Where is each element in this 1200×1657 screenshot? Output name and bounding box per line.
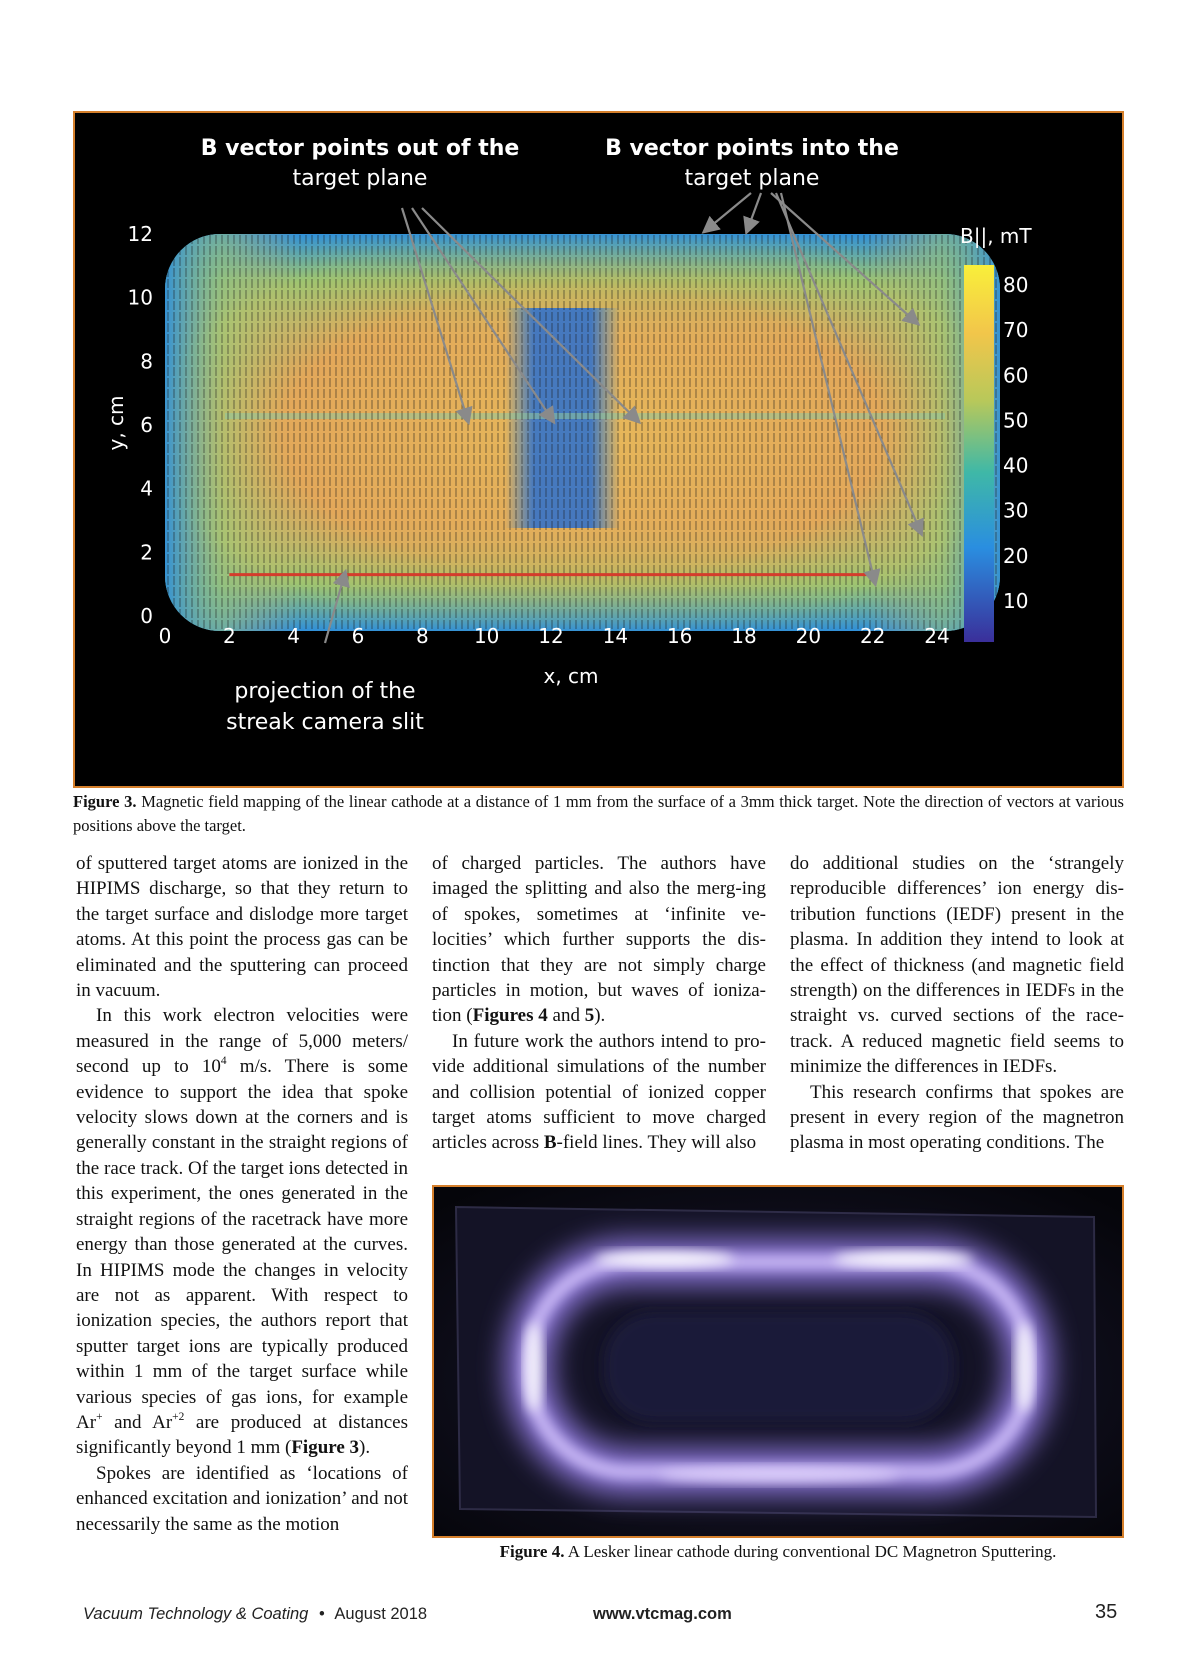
col2-p1-and: and <box>547 1005 585 1027</box>
x-tick-label: 14 <box>602 624 629 648</box>
colorbar-ticks <box>1003 273 1028 613</box>
footer-bullet: • <box>318 1605 325 1623</box>
x-tick-label: 22 <box>859 624 886 648</box>
journal-name: Vacuum Technology & Coating <box>83 1605 309 1623</box>
issue-date: August 2018 <box>334 1605 428 1623</box>
y-tick-label: 0 <box>140 604 153 628</box>
label-slit-line2: streak camera slit <box>226 710 424 735</box>
col1-p2-text-a: In this work electron velocities were measured in the range of 5,000 meters/ second up to 10 <box>76 1005 408 1078</box>
x-tick-label: 4 <box>287 624 301 648</box>
col1-paragraph-3: Spokes are identified as ‘locations of enhanced excitation and ionization’ and not necessarily the same as the motion <box>76 1462 408 1535</box>
colorbar-tick-label: 30 <box>1003 498 1029 523</box>
figure-3-caption-label: Figure 3. <box>73 792 137 811</box>
col2-paragraph-1 <box>432 851 766 1029</box>
figure-4-caption-label: Figure 4. <box>499 1542 565 1561</box>
footer-journal-date <box>83 1605 427 1624</box>
y-tick-label: 4 <box>140 476 153 501</box>
figures-4-reference: Figures 4 <box>472 1005 548 1027</box>
col1-p2-sup2: + <box>96 1410 103 1423</box>
col1-p2-sup: 4 <box>220 1055 227 1068</box>
y-tick-label: 6 <box>140 413 153 437</box>
page-number: 35 <box>1095 1601 1118 1623</box>
x-tick-label: 24 <box>924 624 950 648</box>
col1-p2-text-e: ). <box>359 1437 371 1459</box>
colorbar-tick-label: 70 <box>1003 318 1029 343</box>
col2-paragraph-2 <box>432 1029 766 1156</box>
colorbar-tick-label: 20 <box>1003 543 1029 568</box>
y-axis-label: y, cm <box>104 395 128 451</box>
colorbar-tick-label: 40 <box>1003 453 1029 478</box>
figure-3-reference: Figure 3 <box>291 1437 360 1459</box>
col2-p2-text-a: In future work the authors intend to pro-vide additional simulations of the number and collision potential of ionized copper target atoms sufficient to move charged articles across <box>432 1030 766 1154</box>
y-tick-label: 12 <box>127 222 153 246</box>
colorbar-tick-label: 60 <box>1003 363 1029 388</box>
figure-4-caption <box>432 1540 1124 1564</box>
colorbar <box>964 265 994 642</box>
colorbar-title: B||, mT <box>960 224 1032 248</box>
col1-p2-sup3: +2 <box>172 1410 185 1423</box>
label-slit-line1: projection of the <box>234 679 416 704</box>
col1-p2-text-b: m/s. There is some evidence to support the idea that spoke velocity slows down at the corners and is generally constant in the straight regions of the race track. Of the target ions detected in this experiment, the ones generated in the straight regions of the racetrack have more energy than those generated at the curves. In HIPIMS mode the changes in velocity are not as apparent. With respect to ionization species, the authors report that sputter target ions are typically produced within 1 mm of the target surface while various species of gas ions, for example Ar <box>76 1056 408 1433</box>
x-tick-label: 0 <box>158 624 172 648</box>
x-tick-label: 18 <box>731 624 757 648</box>
y-tick-label: 10 <box>127 285 153 310</box>
col1-p2-text-c: and Ar <box>102 1411 173 1433</box>
label-out-of-plane-line2: target plane <box>292 166 428 191</box>
figure-5-reference: 5 <box>584 1005 595 1027</box>
colorbar-tick-label: 10 <box>1003 589 1029 613</box>
plasma-photo <box>434 1187 1122 1536</box>
label-out-of-plane-line1: B vector points out of the <box>200 136 520 161</box>
heatmap-field <box>165 234 1000 631</box>
figure-3-caption <box>73 790 1124 838</box>
figure-4-caption-text: A Lesker linear cathode during conventional DC Magnetron Sputtering. <box>564 1542 1057 1561</box>
b-field-symbol: B <box>543 1132 557 1154</box>
y-axis-ticks <box>128 222 153 628</box>
label-into-plane-line2: target plane <box>684 166 820 191</box>
figure-3-image <box>73 111 1124 788</box>
y-tick-label: 2 <box>140 540 153 565</box>
column-2 <box>432 851 766 1156</box>
x-tick-label: 6 <box>351 624 365 648</box>
col2-p1-end: ). <box>594 1005 606 1027</box>
figure-4-image <box>432 1185 1124 1538</box>
x-tick-label: 12 <box>538 624 564 648</box>
figure-3-caption-text: Magnetic field mapping of the linear cathode at a distance of 1 mm from the surface of a 3mm thick target. Note the direction of vectors at various positions above the target. <box>73 792 1124 835</box>
colorbar-tick-label: 80 <box>1003 273 1029 297</box>
x-axis-label: x, cm <box>543 664 599 688</box>
label-into-plane-line1: B vector points into the <box>605 136 899 161</box>
x-tick-label: 16 <box>666 624 693 648</box>
magnetic-field-heatmap <box>75 113 1122 786</box>
x-tick-label: 8 <box>415 624 429 648</box>
column-3 <box>790 851 1124 1156</box>
col1-p2-text-d: are produced at distances significantly beyond 1 mm ( <box>76 1411 408 1459</box>
col1-paragraph-2 <box>76 1003 408 1460</box>
column-1 <box>76 851 408 1537</box>
col1-paragraph-1: of sputtered target atoms are ionized in the HIPIMS discharge, so that they return to the target surface and dislodge more target atoms. At this point the process gas can be eliminated and the sputtering can proceed in vacuum. <box>76 853 408 1002</box>
website-url[interactable]: www.vtcmag.com <box>593 1605 732 1623</box>
y-tick-label: 8 <box>140 349 153 374</box>
x-tick-label: 10 <box>473 624 500 648</box>
x-tick-label: 20 <box>795 624 822 648</box>
col3-paragraph-2: This research confirms that spokes are present in every region of the magnetron plasma in most operating conditions. The <box>790 1081 1124 1154</box>
col3-paragraph-1: do additional studies on the ‘strangely reproducible differences’ ion energy dis-tribution functions (IEDF) present in the plasma. In addition they intend to look at the effect of thickness (and magnetic field strength) on the differences in IEDFs in the straight vs. curved sections of the race-track. A reduced magnetic field seems to minimize the differences in IEDFs. <box>790 853 1124 1078</box>
col2-p1-text: of charged particles. The authors have imaged the splitting and also the merg-ing of spokes, sometimes at ‘infinite ve-locities’ which further supports the dis-tinction that they are not simply charge particles in motion, but waves of ioniza-tion ( <box>432 853 766 1027</box>
colorbar-tick-label: 50 <box>1003 408 1029 433</box>
col2-p2-text-c: -field lines. They will also <box>556 1132 757 1154</box>
x-tick-label: 2 <box>222 624 236 648</box>
